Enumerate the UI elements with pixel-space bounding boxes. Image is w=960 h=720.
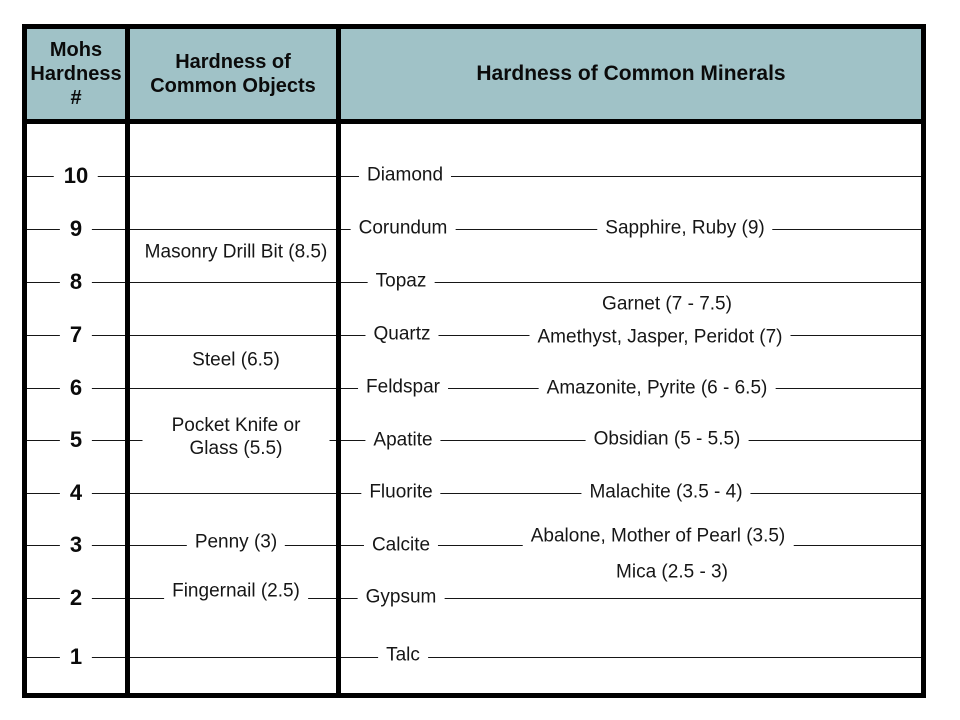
mineral-quartz: Quartz [365, 323, 438, 348]
example-amazonite-pyrite: Amazonite, Pyrite (6 - 6.5) [539, 377, 776, 402]
mineral-feldspar: Feldspar [358, 376, 448, 401]
mineral-talc: Talc [378, 644, 428, 669]
object-masonry-drill-bit: Masonry Drill Bit (8.5) [137, 241, 336, 266]
header-common-objects-label: Hardness of Common Objects [150, 51, 316, 97]
header-common-objects [130, 29, 336, 119]
hardness-number-6: 6 [60, 374, 92, 402]
example-abalone-mother-of-pearl: Abalone, Mother of Pearl (3.5) [523, 525, 794, 550]
divider-col2-col3 [336, 29, 341, 693]
object-penny: Penny (3) [187, 531, 285, 556]
mineral-calcite: Calcite [364, 534, 438, 559]
mineral-topaz: Topaz [368, 270, 435, 295]
level-line-6 [27, 388, 921, 389]
example-obsidian: Obsidian (5 - 5.5) [586, 428, 749, 453]
mineral-fluorite: Fluorite [361, 481, 440, 506]
hardness-number-7: 7 [60, 321, 92, 349]
level-line-8 [27, 282, 921, 283]
hardness-number-4: 4 [60, 479, 92, 507]
level-line-4 [27, 493, 921, 494]
hardness-table [22, 24, 926, 698]
level-line-10 [27, 176, 921, 177]
example-malachite: Malachite (3.5 - 4) [581, 481, 750, 506]
hardness-number-9: 9 [60, 215, 92, 243]
mineral-gypsum: Gypsum [358, 586, 445, 611]
hardness-number-8: 8 [60, 268, 92, 296]
object-pocket-knife-or-glass: Pocket Knife or Glass (5.5) [143, 413, 330, 463]
mineral-diamond: Diamond [359, 164, 451, 189]
example-sapphire-ruby: Sapphire, Ruby (9) [597, 217, 772, 242]
header-common-minerals [341, 29, 921, 119]
mineral-apatite: Apatite [365, 429, 440, 454]
divider-col1-col2 [125, 29, 130, 693]
hardness-number-5: 5 [60, 426, 92, 454]
header-mohs-hardness-label: Mohs Hardness # [30, 39, 122, 109]
level-line-2 [27, 598, 921, 599]
hardness-number-10: 10 [54, 162, 98, 190]
header-mohs-hardness [27, 29, 125, 119]
example-amethyst-jasper-peridot: Amethyst, Jasper, Peridot (7) [530, 326, 791, 351]
level-line-9 [27, 229, 921, 230]
example-mica: Mica (2.5 - 3) [608, 561, 736, 586]
hardness-number-2: 2 [60, 584, 92, 612]
mineral-corundum: Corundum [351, 217, 456, 242]
hardness-number-1: 1 [60, 643, 92, 671]
object-fingernail: Fingernail (2.5) [164, 580, 308, 605]
hardness-number-3: 3 [60, 531, 92, 559]
object-steel: Steel (6.5) [184, 349, 288, 374]
header-common-minerals-label: Hardness of Common Minerals [476, 62, 786, 86]
example-garnet: Garnet (7 - 7.5) [594, 293, 740, 318]
level-line-1 [27, 657, 921, 658]
